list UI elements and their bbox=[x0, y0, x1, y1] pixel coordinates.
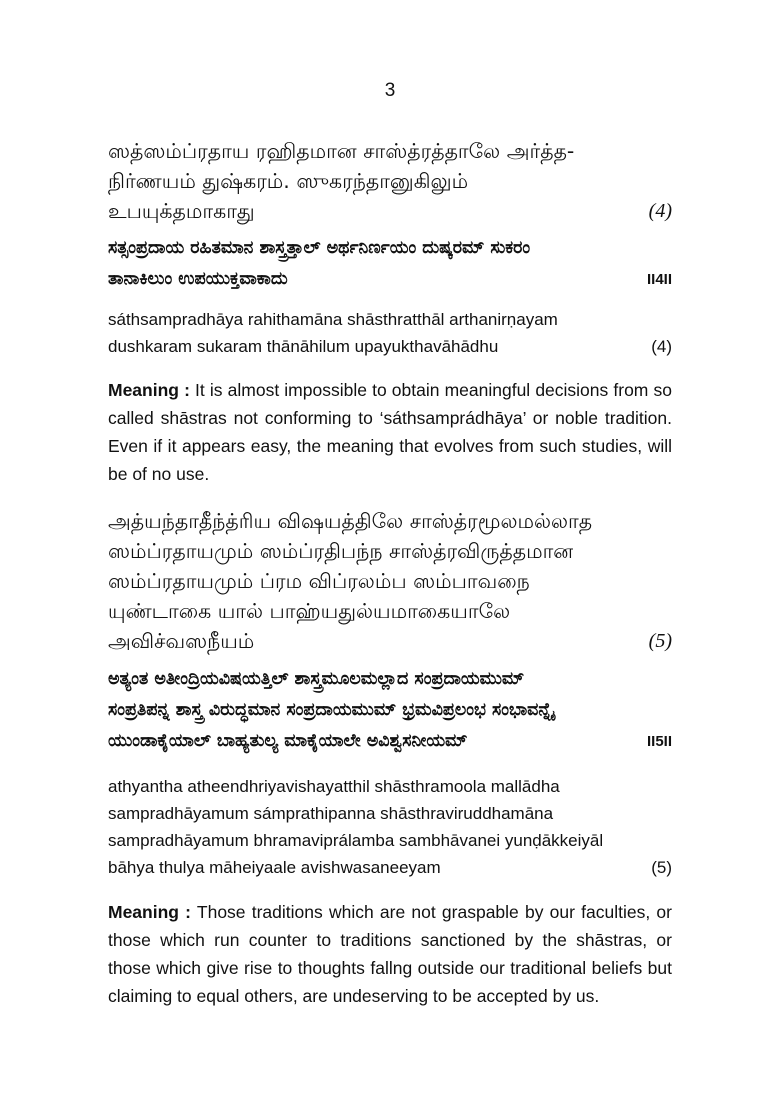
verse-line-text: bāhya thulya māheiyaale avishwasaneeyam bbox=[108, 858, 441, 877]
verse-number: (4) bbox=[651, 337, 672, 356]
verse-line bbox=[108, 626, 672, 656]
verse-line: ಅತ್ಯಂತ ಅತೀಂದ್ರಿಯವಿಷಯತ್ತಿಲ್ ಶಾಸ್ತ್ರಮೂಲಮಲ್ಲಾದ ಸಂಪ್ರದಾಯಮುಮ್ bbox=[108, 669, 525, 689]
meaning-label: Meaning : bbox=[108, 380, 190, 400]
meaning-label: Meaning : bbox=[108, 902, 192, 922]
verse-line bbox=[108, 333, 672, 360]
verse-4-transliteration bbox=[108, 306, 672, 360]
meaning-text: Those traditions which are not graspable by our faculties, or those which run counter to traditions sanctioned by the shāstras, or those which give rise to thoughts fallng outside our traditional beliefs but claiming to equal others, are undeserving to be accepted by us. bbox=[108, 902, 672, 1006]
verse-line: athyantha atheendhriyavishayatthil shāsthramoola mallādha bbox=[108, 777, 560, 796]
verse-line-text: அவிச்வஸநீயம் bbox=[108, 629, 255, 653]
verse-number: (5) bbox=[651, 858, 672, 877]
verse-line bbox=[108, 854, 672, 881]
verse-line: யுண்டாகை யால் பாஹ்யதுல்யமாகையாலே bbox=[108, 599, 511, 623]
verse-5-tamil bbox=[108, 506, 672, 656]
verse-line bbox=[108, 196, 672, 226]
verse-line: sampradhāyamum bhramaviprálamba sambhāvanei yunḍākkeiyāl bbox=[108, 831, 604, 850]
verse-line: அத்யந்தாதீந்த்ரிய விஷயத்திலே சாஸ்த்ரமூலமல்லாத bbox=[108, 509, 593, 533]
verse-line: ಸಂಪ್ರತಿಪನ್ನ ಶಾಸ್ತ್ರ ವಿರುದ್ಧಮಾನ ಸಂಪ್ರದಾಯಮುಮ್ ಭ್ರಮವಿಪ್ರಲಂಭ ಸಂಭಾವನ್ನೈ bbox=[108, 700, 555, 720]
verse-line: நிர்ணயம் துஷ்கரம். ஸுகரந்தானுகிலும் bbox=[108, 169, 469, 193]
verse-line bbox=[108, 726, 672, 757]
verse-4-meaning bbox=[108, 376, 672, 488]
meaning-text: It is almost impossible to obtain meaningful decisions from so called shāstras not conforming to ‘sáthsamprádhāya’ or noble tradition. Even if it appears easy, the meaning that evolves from such studies, will be of no use. bbox=[108, 380, 672, 484]
verse-5-kannada bbox=[108, 664, 672, 757]
verse-line bbox=[108, 264, 672, 295]
verse-5-transliteration bbox=[108, 773, 672, 881]
verse-line: ஸம்ப்ரதாயமும் ஸம்ப்ரதிபந்ந சாஸ்த்ரவிருத்தமான bbox=[108, 539, 574, 563]
page-number: 3 bbox=[384, 80, 396, 101]
verse-number: (5) bbox=[648, 630, 672, 652]
verse-number: (4) bbox=[648, 200, 672, 222]
verse-number: II5II bbox=[646, 733, 672, 750]
verse-5-meaning bbox=[108, 898, 672, 1010]
verse-number: II4II bbox=[646, 271, 672, 288]
verse-line-text: ಯುಂಡಾಕೈಯಾಲ್ ಬಾಹ್ಯತುಲ್ಯ ಮಾಕೈಯಾಲೇ ಅವಿಶ್ವಸನೀಯಮ್ bbox=[108, 731, 468, 751]
verse-line: sampradhāyamum sámprathipanna shāsthraviruddhamāna bbox=[108, 804, 554, 823]
verse-line-text: ತಾನಾಕಿಲುಂ ಉಪಯುಕ್ತವಾಕಾದು bbox=[108, 269, 288, 289]
verse-4-tamil bbox=[108, 136, 672, 226]
verse-line: ஸத்ஸம்ப்ரதாய ரஹிதமான சாஸ்த்ரத்தாலே அர்த்த- bbox=[108, 139, 575, 163]
verse-4-kannada bbox=[108, 233, 672, 295]
verse-line-text: dushkaram sukaram thānāhilum upayukthavāhādhu bbox=[108, 337, 499, 356]
verse-line: ஸம்ப்ரதாயமும் ப்ரம விப்ரலம்ப ஸம்பாவநை bbox=[108, 569, 530, 593]
verse-line: sáthsampradhāya rahithamāna shāsthratthāl arthanirṇayam bbox=[108, 310, 558, 329]
verse-line-text: உபயுக்தமாகாது bbox=[108, 199, 255, 223]
verse-line: ಸತ್ಸಂಪ್ರದಾಯ ರಹಿತಮಾನ ಶಾಸ್ತ್ರತ್ತಾಲ್ ಅರ್ಥನಿರ್ಣಯಂ ದುಷ್ಕರಮ್ ಸುಕರಂ bbox=[108, 238, 531, 258]
